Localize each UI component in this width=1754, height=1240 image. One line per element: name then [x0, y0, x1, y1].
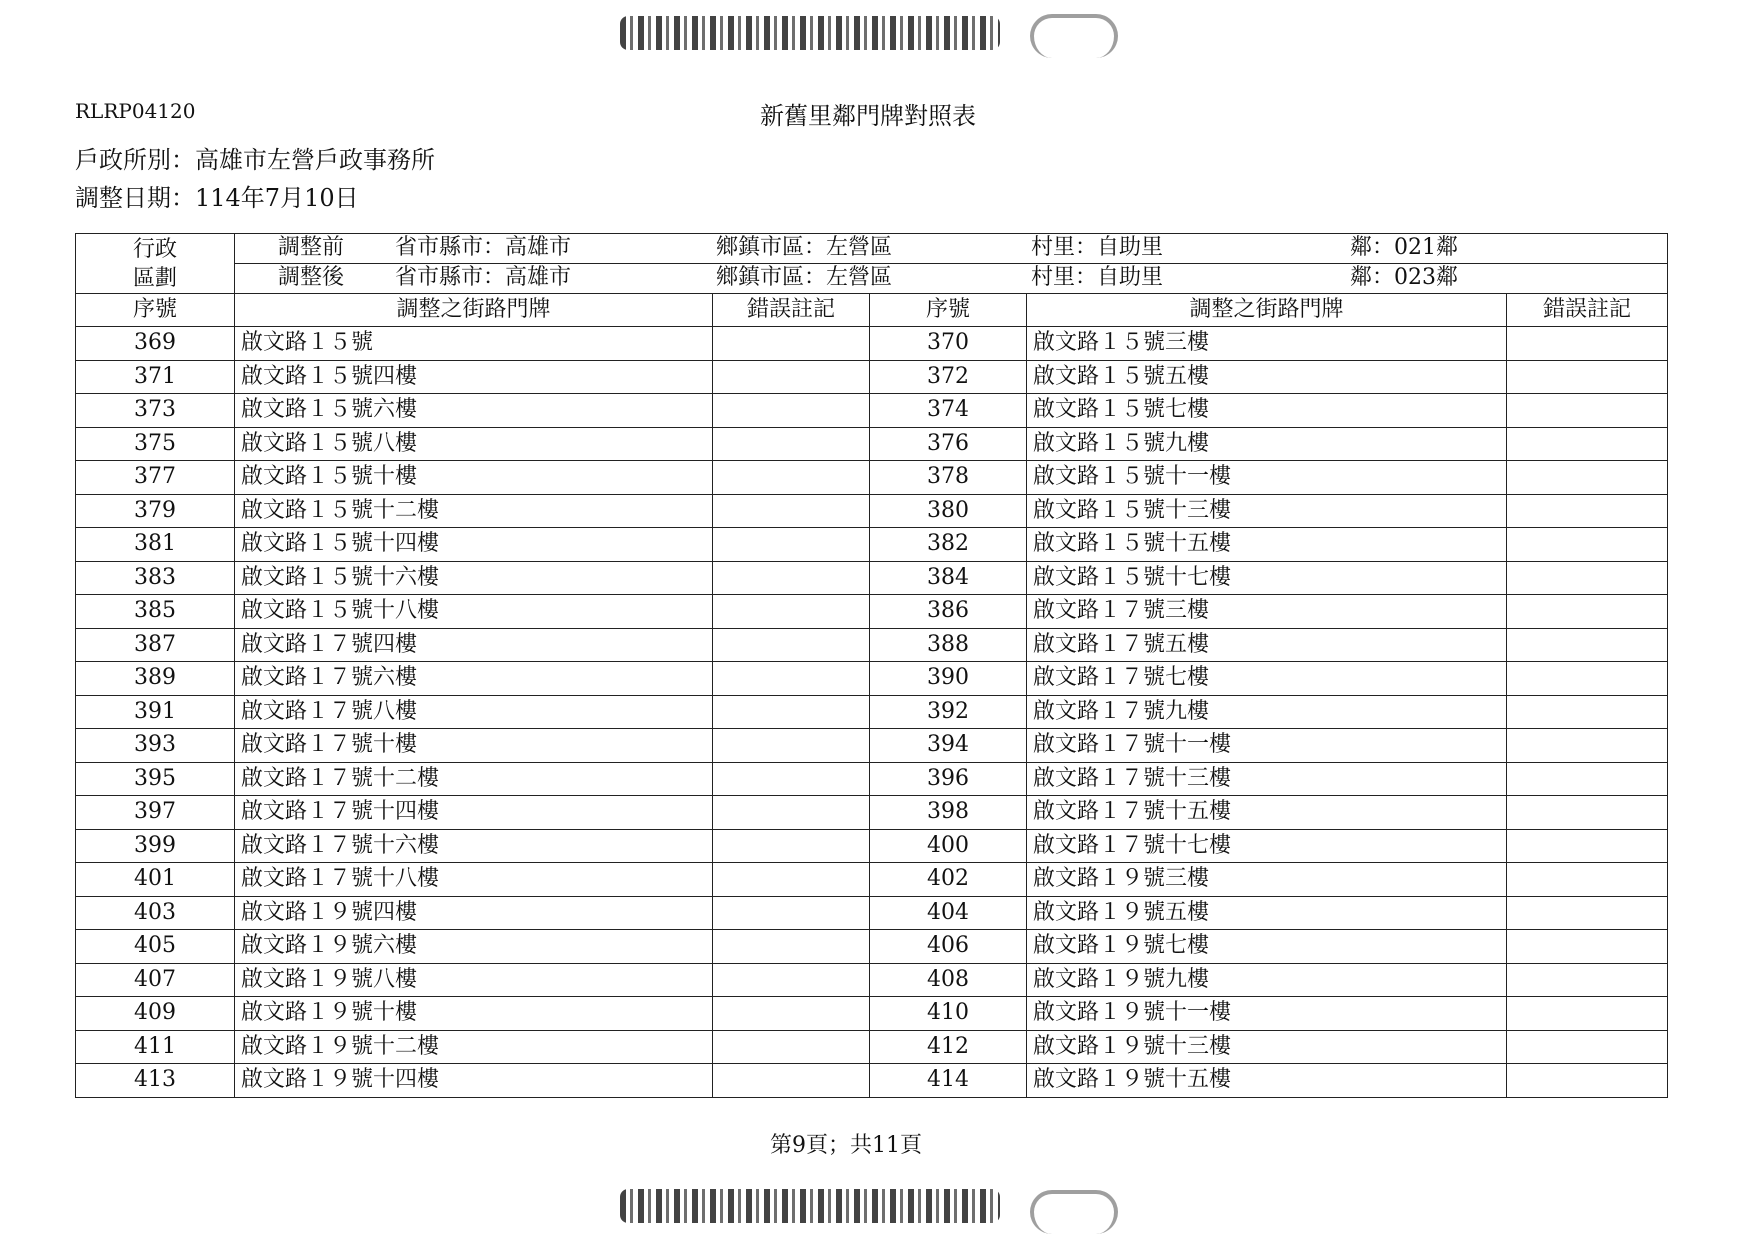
seq-right: 380	[870, 494, 1027, 528]
address-right: 啟文路１９號三樓	[1027, 863, 1507, 897]
seq-left: 395	[76, 762, 235, 796]
address-right: 啟文路１５號七樓	[1027, 394, 1507, 428]
admin-label-line1: 行政	[132, 236, 177, 262]
seq-left: 369	[76, 327, 235, 361]
error-left	[713, 595, 870, 629]
col-header-address-right: 調整之街路門牌	[1027, 294, 1507, 327]
col-header-error-right: 錯誤註記	[1507, 294, 1668, 327]
error-left	[713, 930, 870, 964]
table-row	[76, 394, 1668, 428]
error-right	[1507, 695, 1668, 729]
after-city: 省市縣市：高雄市	[395, 265, 572, 290]
seq-right: 388	[870, 628, 1027, 662]
seq-left: 407	[76, 963, 235, 997]
table-row	[76, 494, 1668, 528]
seq-right: 390	[870, 662, 1027, 696]
admin-before-row	[235, 234, 1668, 264]
address-right: 啟文路１５號十一樓	[1027, 461, 1507, 495]
seq-left: 403	[76, 896, 235, 930]
seq-left: 413	[76, 1064, 235, 1098]
error-right	[1507, 930, 1668, 964]
report-id: RLRP04120	[75, 99, 196, 123]
address-left: 啟文路１９號四樓	[235, 896, 713, 930]
table-row	[76, 762, 1668, 796]
address-right: 啟文路１９號十一樓	[1027, 997, 1507, 1031]
before-city: 省市縣市：高雄市	[395, 235, 572, 260]
seq-left: 393	[76, 729, 235, 763]
address-left: 啟文路１９號十二樓	[235, 1030, 713, 1064]
before-tag: 調整前	[278, 235, 345, 260]
seq-right: 370	[870, 327, 1027, 361]
address-left: 啟文路１７號十樓	[235, 729, 713, 763]
seq-left: 411	[76, 1030, 235, 1064]
address-left: 啟文路１７號六樓	[235, 662, 713, 696]
before-neighborhood: 鄰：021鄰	[1350, 235, 1458, 260]
error-left	[713, 528, 870, 562]
table-row	[76, 829, 1668, 863]
error-left	[713, 729, 870, 763]
address-right: 啟文路１５號九樓	[1027, 427, 1507, 461]
error-right	[1507, 461, 1668, 495]
error-left	[713, 863, 870, 897]
after-tag: 調整後	[278, 265, 345, 290]
seq-right: 396	[870, 762, 1027, 796]
report-title: 新舊里鄰門牌對照表	[760, 102, 976, 130]
seq-right: 374	[870, 394, 1027, 428]
footer-seal-icon	[1030, 1190, 1118, 1234]
seq-left: 387	[76, 628, 235, 662]
error-right	[1507, 528, 1668, 562]
error-right	[1507, 494, 1668, 528]
address-left: 啟文路１９號十樓	[235, 997, 713, 1031]
error-right	[1507, 595, 1668, 629]
error-right	[1507, 394, 1668, 428]
seq-left: 399	[76, 829, 235, 863]
header-seal-icon	[1030, 14, 1118, 58]
after-district: 鄉鎮市區：左營區	[716, 265, 893, 290]
address-left: 啟文路１５號十二樓	[235, 494, 713, 528]
seq-left: 373	[76, 394, 235, 428]
admin-label-line2: 區劃	[132, 265, 177, 291]
seq-right: 378	[870, 461, 1027, 495]
address-left: 啟文路１７號十四樓	[235, 796, 713, 830]
col-header-error-left: 錯誤註記	[713, 294, 870, 327]
seq-right: 384	[870, 561, 1027, 595]
seq-right: 406	[870, 930, 1027, 964]
table-row	[76, 997, 1668, 1031]
address-right: 啟文路１９號九樓	[1027, 963, 1507, 997]
error-left	[713, 963, 870, 997]
table-row	[76, 896, 1668, 930]
admin-after-row	[235, 264, 1668, 294]
table-row	[76, 1064, 1668, 1098]
seq-left: 385	[76, 595, 235, 629]
error-left	[713, 796, 870, 830]
seq-left: 371	[76, 360, 235, 394]
table-row	[76, 427, 1668, 461]
seq-left: 381	[76, 528, 235, 562]
after-neighborhood: 鄰：023鄰	[1350, 265, 1458, 290]
address-left: 啟文路１７號十八樓	[235, 863, 713, 897]
error-left	[713, 461, 870, 495]
before-village: 村里：自助里	[1031, 235, 1164, 260]
error-left	[713, 896, 870, 930]
address-left: 啟文路１９號六樓	[235, 930, 713, 964]
error-right	[1507, 1064, 1668, 1098]
address-left: 啟文路１９號十四樓	[235, 1064, 713, 1098]
address-left: 啟文路１５號十八樓	[235, 595, 713, 629]
address-left: 啟文路１７號四樓	[235, 628, 713, 662]
address-right: 啟文路１９號五樓	[1027, 896, 1507, 930]
after-village: 村里：自助里	[1031, 265, 1164, 290]
address-right: 啟文路１７號五樓	[1027, 628, 1507, 662]
seq-left: 377	[76, 461, 235, 495]
error-left	[713, 327, 870, 361]
admin-division-label	[76, 234, 235, 294]
seq-right: 386	[870, 595, 1027, 629]
error-right	[1507, 762, 1668, 796]
error-left	[713, 997, 870, 1031]
error-right	[1507, 662, 1668, 696]
seq-left: 383	[76, 561, 235, 595]
footer-stamp-banner	[620, 1185, 1000, 1225]
error-right	[1507, 829, 1668, 863]
seq-left: 375	[76, 427, 235, 461]
table-row	[76, 595, 1668, 629]
address-right: 啟文路１７號十三樓	[1027, 762, 1507, 796]
seq-right: 398	[870, 796, 1027, 830]
address-left: 啟文路１７號十二樓	[235, 762, 713, 796]
error-left	[713, 494, 870, 528]
error-right	[1507, 729, 1668, 763]
seq-right: 408	[870, 963, 1027, 997]
error-right	[1507, 896, 1668, 930]
seq-right: 376	[870, 427, 1027, 461]
address-left: 啟文路１５號十六樓	[235, 561, 713, 595]
seq-right: 412	[870, 1030, 1027, 1064]
error-right	[1507, 427, 1668, 461]
error-right	[1507, 796, 1668, 830]
seq-right: 372	[870, 360, 1027, 394]
error-right	[1507, 360, 1668, 394]
error-left	[713, 394, 870, 428]
table-row	[76, 863, 1668, 897]
seq-right: 382	[870, 528, 1027, 562]
seq-right: 402	[870, 863, 1027, 897]
seq-right: 414	[870, 1064, 1027, 1098]
table-row	[76, 561, 1668, 595]
seq-right: 392	[870, 695, 1027, 729]
address-right: 啟文路１９號十五樓	[1027, 1064, 1507, 1098]
address-right: 啟文路１９號七樓	[1027, 930, 1507, 964]
table-row	[76, 930, 1668, 964]
seq-left: 405	[76, 930, 235, 964]
error-left	[713, 1064, 870, 1098]
error-right	[1507, 963, 1668, 997]
error-left	[713, 427, 870, 461]
address-left: 啟文路１５號六樓	[235, 394, 713, 428]
seq-left: 391	[76, 695, 235, 729]
address-left: 啟文路１９號八樓	[235, 963, 713, 997]
col-header-seq-right: 序號	[870, 294, 1027, 327]
error-left	[713, 829, 870, 863]
address-left: 啟文路１５號四樓	[235, 360, 713, 394]
error-right	[1507, 863, 1668, 897]
table-row	[76, 327, 1668, 361]
seq-left: 401	[76, 863, 235, 897]
address-left: 啟文路１５號八樓	[235, 427, 713, 461]
error-right	[1507, 561, 1668, 595]
table-row	[76, 729, 1668, 763]
table-row	[76, 796, 1668, 830]
address-left: 啟文路１５號十四樓	[235, 528, 713, 562]
address-left: 啟文路１７號八樓	[235, 695, 713, 729]
error-left	[713, 1030, 870, 1064]
error-left	[713, 695, 870, 729]
address-right: 啟文路１５號五樓	[1027, 360, 1507, 394]
table-row	[76, 628, 1668, 662]
address-right: 啟文路１７號十五樓	[1027, 796, 1507, 830]
seq-left: 409	[76, 997, 235, 1031]
table-row	[76, 1030, 1668, 1064]
error-right	[1507, 628, 1668, 662]
seq-left: 389	[76, 662, 235, 696]
error-right	[1507, 327, 1668, 361]
header-stamp-banner	[620, 12, 1000, 52]
address-right: 啟文路１９號十三樓	[1027, 1030, 1507, 1064]
table-row	[76, 360, 1668, 394]
col-header-address-left: 調整之街路門牌	[235, 294, 713, 327]
seq-left: 379	[76, 494, 235, 528]
col-header-seq-left: 序號	[76, 294, 235, 327]
seq-left: 397	[76, 796, 235, 830]
error-left	[713, 360, 870, 394]
address-right: 啟文路１７號九樓	[1027, 695, 1507, 729]
seq-right: 394	[870, 729, 1027, 763]
error-left	[713, 662, 870, 696]
address-right: 啟文路１５號三樓	[1027, 327, 1507, 361]
date-line: 調整日期：114年7月10日	[75, 184, 359, 212]
address-right: 啟文路１７號七樓	[1027, 662, 1507, 696]
seq-right: 404	[870, 896, 1027, 930]
error-right	[1507, 997, 1668, 1031]
address-right: 啟文路１５號十三樓	[1027, 494, 1507, 528]
table-row	[76, 461, 1668, 495]
error-left	[713, 628, 870, 662]
table-body	[76, 327, 1668, 1098]
before-district: 鄉鎮市區：左營區	[716, 235, 893, 260]
seq-right: 400	[870, 829, 1027, 863]
address-left: 啟文路１７號十六樓	[235, 829, 713, 863]
address-right: 啟文路１７號十一樓	[1027, 729, 1507, 763]
table-row	[76, 963, 1668, 997]
address-table	[75, 233, 1668, 1098]
error-left	[713, 762, 870, 796]
address-right: 啟文路１７號三樓	[1027, 595, 1507, 629]
error-right	[1507, 1030, 1668, 1064]
address-left: 啟文路１５號十樓	[235, 461, 713, 495]
seq-right: 410	[870, 997, 1027, 1031]
office-line: 戶政所別：高雄市左營戶政事務所	[75, 146, 435, 174]
address-right: 啟文路１５號十七樓	[1027, 561, 1507, 595]
table-row	[76, 662, 1668, 696]
address-left: 啟文路１５號	[235, 327, 713, 361]
table-row	[76, 528, 1668, 562]
table-row	[76, 695, 1668, 729]
error-left	[713, 561, 870, 595]
address-right: 啟文路１５號十五樓	[1027, 528, 1507, 562]
page-number: 第9頁；共11頁	[770, 1133, 922, 1158]
address-right: 啟文路１７號十七樓	[1027, 829, 1507, 863]
